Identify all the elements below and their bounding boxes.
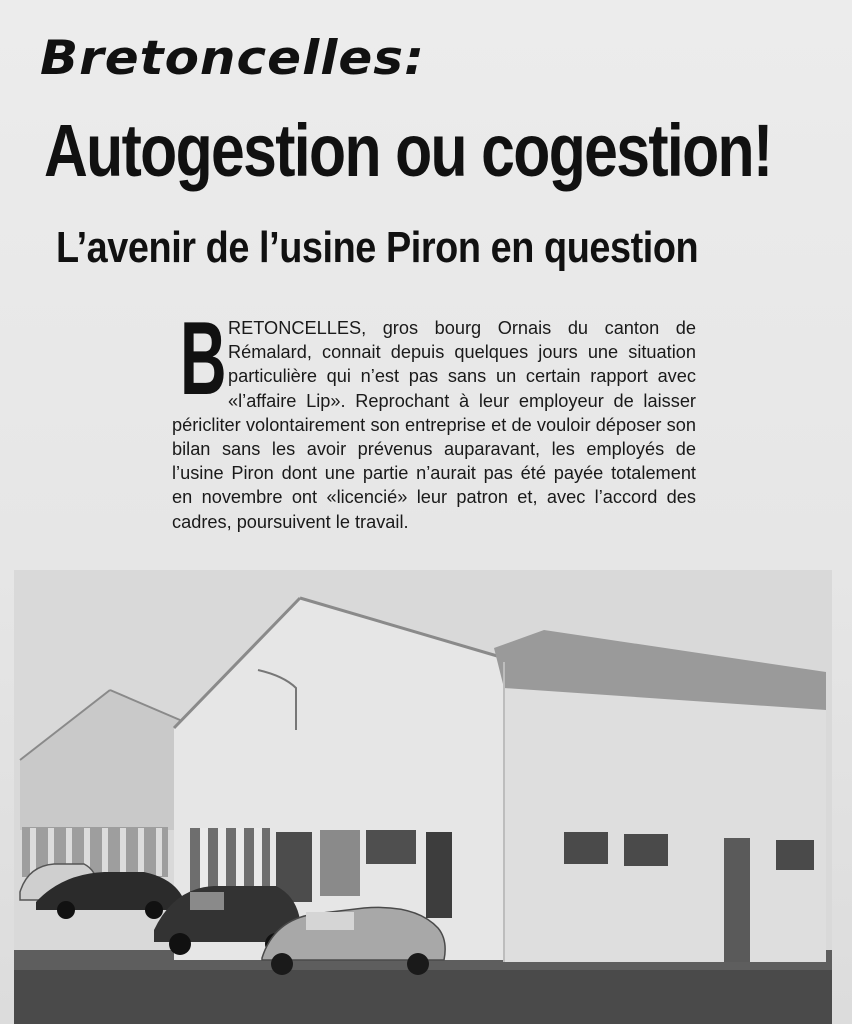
article-kicker: Bretoncelles: (40, 30, 426, 86)
factory-photo (14, 570, 832, 1024)
article-headline: Autogestion ou cogestion! (44, 109, 772, 192)
article-text: RETONCELLES, gros bourg Ornais du canton de Rémalard, connait depuis quelques jours une situation particulière qui n’est pas sans un certain rapport avec «l’affaire Lip». Reprochant à leur employeur de laisser péricliter volontairement son entreprise et de vouloir déposer son bilan sans les avoir prévenus auparavant, les employés de l’usine Piron dont une partie n’aurait pas été payée totalement en novembre ont «licencié» leur patron et, avec l’accord des cadres, poursuivent le travail. (172, 318, 696, 532)
article-body (172, 301, 696, 534)
drop-cap: B (180, 301, 227, 417)
article-subhead: L’avenir de l’usine Piron en question (56, 223, 699, 272)
main-door (426, 832, 452, 918)
side-door (724, 838, 750, 962)
